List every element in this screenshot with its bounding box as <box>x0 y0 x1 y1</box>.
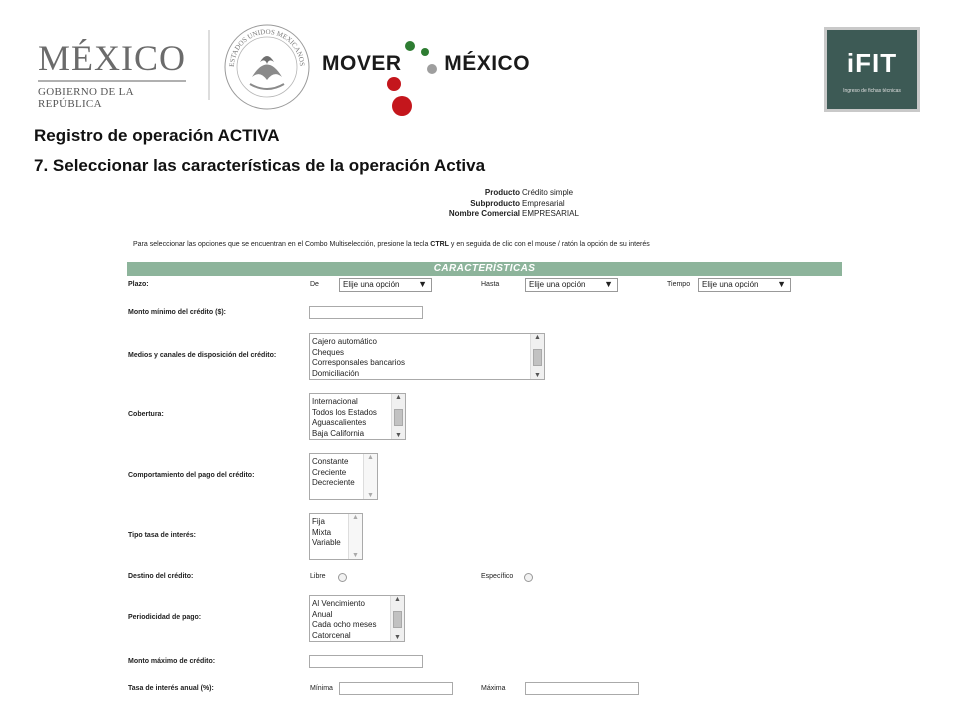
mexico-word: MÉXICO <box>444 52 531 75</box>
list-item[interactable]: Fija <box>312 517 325 526</box>
tasa-anual-label: Tasa de interés anual (%): <box>128 685 214 692</box>
mexico-logo-word: MÉXICO <box>38 38 186 78</box>
scroll-up-icon[interactable]: ▲ <box>394 596 401 603</box>
dropdown-arrow-icon: ▼ <box>418 279 427 289</box>
periodicidad-listbox[interactable] <box>309 595 405 642</box>
plazo-de-value: Elije una opción <box>343 280 400 289</box>
tasa-minima-input[interactable] <box>339 682 453 695</box>
scroll-down-icon[interactable]: ▼ <box>395 432 402 439</box>
list-item[interactable]: Domiciliación <box>312 368 360 378</box>
list-item[interactable]: Cheques <box>312 347 345 357</box>
scrollbar-thumb[interactable] <box>393 611 402 628</box>
producto-value: Crédito simple <box>522 188 574 197</box>
list-item[interactable]: Aguascalientes <box>312 418 367 427</box>
plazo-hasta-value: Elije una opción <box>529 280 586 289</box>
mexico-logo-rule <box>38 80 186 82</box>
instructions-pre: Para seleccionar las opciones que se encuentran en el Combo Multiselección, presione la tecla <box>133 241 431 248</box>
plazo-tiempo-select[interactable] <box>698 278 791 292</box>
scroll-up-icon[interactable]: ▲ <box>352 514 359 521</box>
instructions <box>133 241 650 248</box>
scroll-up-icon[interactable]: ▲ <box>367 454 374 461</box>
section-title: CARACTERÍSTICAS <box>433 263 536 274</box>
ifit-title: iFIT <box>846 48 898 78</box>
list-item[interactable]: Catorcenal <box>312 630 351 640</box>
instructions-post: y en seguida de clic con el mouse / ratón la opción de su interés <box>448 241 650 248</box>
mover-word: MOVER <box>322 52 402 75</box>
scroll-up-icon[interactable]: ▲ <box>395 394 402 401</box>
plazo-label: Plazo: <box>128 281 149 288</box>
destino-label: Destino del crédito: <box>128 573 194 580</box>
plazo-de-label: De <box>310 281 319 288</box>
monto-maximo-input[interactable] <box>309 655 423 668</box>
medios-label: Medios y canales de disposición del crédito: <box>128 352 277 359</box>
list-item[interactable]: Decreciente <box>312 478 355 487</box>
plazo-tiempo-value: Elije una opción <box>702 280 759 289</box>
cobertura-listbox[interactable] <box>309 393 406 440</box>
nombre-comercial-label: Nombre Comercial <box>448 209 520 218</box>
scrollbar-thumb[interactable] <box>394 409 403 426</box>
slide-step: 7. Seleccionar las características de la operación Activa <box>34 156 486 175</box>
subproducto-value: Empresarial <box>522 199 565 208</box>
list-item[interactable]: Corresponsales bancarios <box>312 358 405 367</box>
slide-title: Registro de operación ACTIVA <box>34 126 280 145</box>
scroll-down-icon[interactable]: ▼ <box>534 372 541 379</box>
tasa-minima-label: Mínima <box>310 685 333 692</box>
mexico-gobierno-logo <box>38 40 198 110</box>
destino-libre-label: Libre <box>310 573 326 580</box>
list-item[interactable]: Cajero automático <box>312 337 377 346</box>
mexico-logo-subtitle: GOBIERNO DE LA REPÚBLICA <box>38 86 134 110</box>
national-seal-icon <box>222 22 312 112</box>
cobertura-scrollbar[interactable] <box>391 394 405 439</box>
instructions-key: CTRL <box>430 241 449 248</box>
list-item[interactable]: Creciente <box>312 467 347 477</box>
subproducto-label: Subproducto <box>470 199 520 208</box>
nombre-comercial-value: EMPRESARIAL <box>522 209 579 218</box>
seal-text: ESTADOS UNIDOS MEXICANOS <box>227 27 307 68</box>
comportamiento-scrollbar[interactable] <box>363 454 377 499</box>
producto-label: Producto <box>484 188 520 197</box>
list-item[interactable]: Anual <box>312 609 333 619</box>
tasa-maxima-input[interactable] <box>525 682 639 695</box>
periodicidad-scrollbar[interactable] <box>390 596 404 641</box>
radio-libre[interactable] <box>338 573 347 582</box>
plazo-de-select[interactable] <box>339 278 432 292</box>
plazo-hasta-label: Hasta <box>481 281 500 288</box>
list-item[interactable]: Constante <box>312 457 349 466</box>
periodicidad-label: Periodicidad de pago: <box>128 614 202 621</box>
list-item[interactable]: Baja California <box>312 428 365 438</box>
cobertura-label: Cobertura: <box>128 411 164 418</box>
section-bar <box>127 262 842 276</box>
radio-especifico[interactable] <box>524 573 533 582</box>
destino-especifico-label: Específico <box>481 573 514 580</box>
ifit-logo <box>824 27 920 112</box>
comportamiento-listbox[interactable] <box>309 453 378 500</box>
tasa-maxima-label: Máxima <box>481 685 506 692</box>
plazo-hasta-select[interactable] <box>525 278 618 292</box>
list-item[interactable]: Internacional <box>312 397 358 406</box>
tipo-tasa-listbox[interactable] <box>309 513 363 560</box>
list-item[interactable]: Al Vencimiento <box>312 599 365 608</box>
scrollbar-thumb[interactable] <box>533 349 542 366</box>
tipo-tasa-label: Tipo tasa de interés: <box>128 532 196 539</box>
list-item[interactable]: Cada ocho meses <box>312 620 377 629</box>
dropdown-arrow-icon: ▼ <box>604 279 613 289</box>
list-item[interactable]: Variable <box>312 538 341 547</box>
medios-scrollbar[interactable] <box>530 334 544 379</box>
plazo-tiempo-label: Tiempo <box>667 281 691 288</box>
monto-minimo-input[interactable] <box>309 306 423 319</box>
ifit-subtitle: Ingreso de fichas técnicas <box>843 88 901 94</box>
list-item[interactable]: Mixta <box>312 527 332 537</box>
monto-maximo-label: Monto máximo de crédito: <box>128 658 216 665</box>
mover-mexico-dots-icon <box>380 36 440 118</box>
monto-minimo-label: Monto mínimo del crédito ($): <box>128 309 226 316</box>
list-item[interactable]: Todos los Estados <box>312 407 377 417</box>
medios-listbox[interactable] <box>309 333 545 380</box>
scroll-down-icon[interactable]: ▼ <box>352 552 359 559</box>
scroll-up-icon[interactable]: ▲ <box>534 334 541 341</box>
scroll-down-icon[interactable]: ▼ <box>394 634 401 641</box>
comportamiento-label: Comportamiento del pago del crédito: <box>128 472 255 479</box>
tipo-tasa-scrollbar[interactable] <box>348 514 362 559</box>
header-divider <box>208 30 210 100</box>
dropdown-arrow-icon: ▼ <box>777 279 786 289</box>
scroll-down-icon[interactable]: ▼ <box>367 492 374 499</box>
